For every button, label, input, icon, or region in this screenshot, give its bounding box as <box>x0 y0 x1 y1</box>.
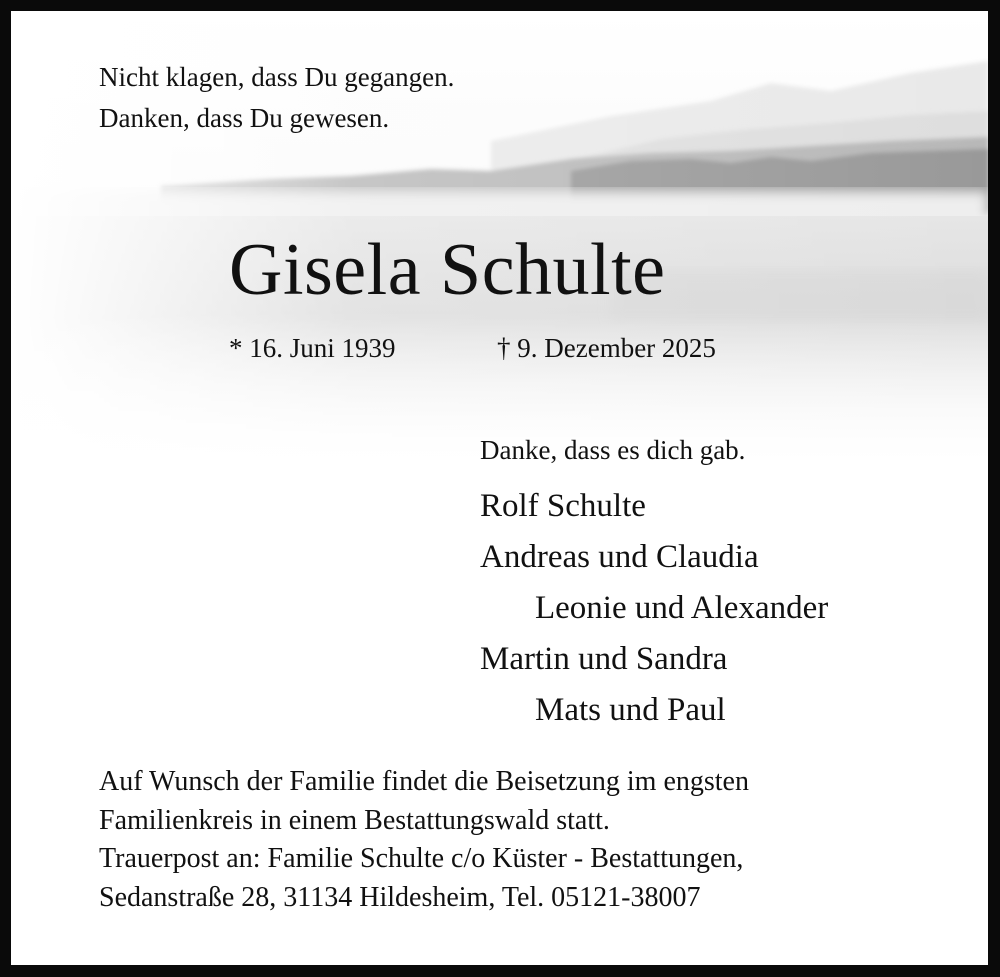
mourner-name: Andreas und Claudia <box>480 539 759 575</box>
mourner-name: Mats und Paul <box>535 692 726 728</box>
notice-line: Auf Wunsch der Familie findet die Beisetzung im engsten <box>99 766 749 797</box>
thanks-line: Danke, dass es dich gab. <box>480 435 746 465</box>
motto-line: Nicht klagen, dass Du gegangen. <box>99 62 455 92</box>
death-date: † 9. Dezember 2025 <box>497 333 716 363</box>
motto-line: Danken, dass Du gewesen. <box>99 103 390 133</box>
mourner-name: Rolf Schulte <box>480 488 646 524</box>
mourner-name: Leonie und Alexander <box>535 590 829 626</box>
notice-line: Trauerpost an: Familie Schulte c/o Küster - Bestattungen, <box>99 843 744 874</box>
obituary-card <box>11 11 988 965</box>
motto-quote <box>99 57 454 139</box>
notice-line: Familienkreis in einem Bestattungswald statt. <box>99 804 610 836</box>
notice-line: Sedanstraße 28, 31134 Hildesheim, Tel. 05121-38007 <box>99 881 701 913</box>
mourner-name: Martin und Sandra <box>480 641 728 677</box>
funeral-notice <box>99 763 749 917</box>
birth-date: * 16. Juni 1939 <box>229 333 396 363</box>
family-mourners-list <box>480 481 828 736</box>
deceased-name: Gisela Schulte <box>229 229 666 311</box>
